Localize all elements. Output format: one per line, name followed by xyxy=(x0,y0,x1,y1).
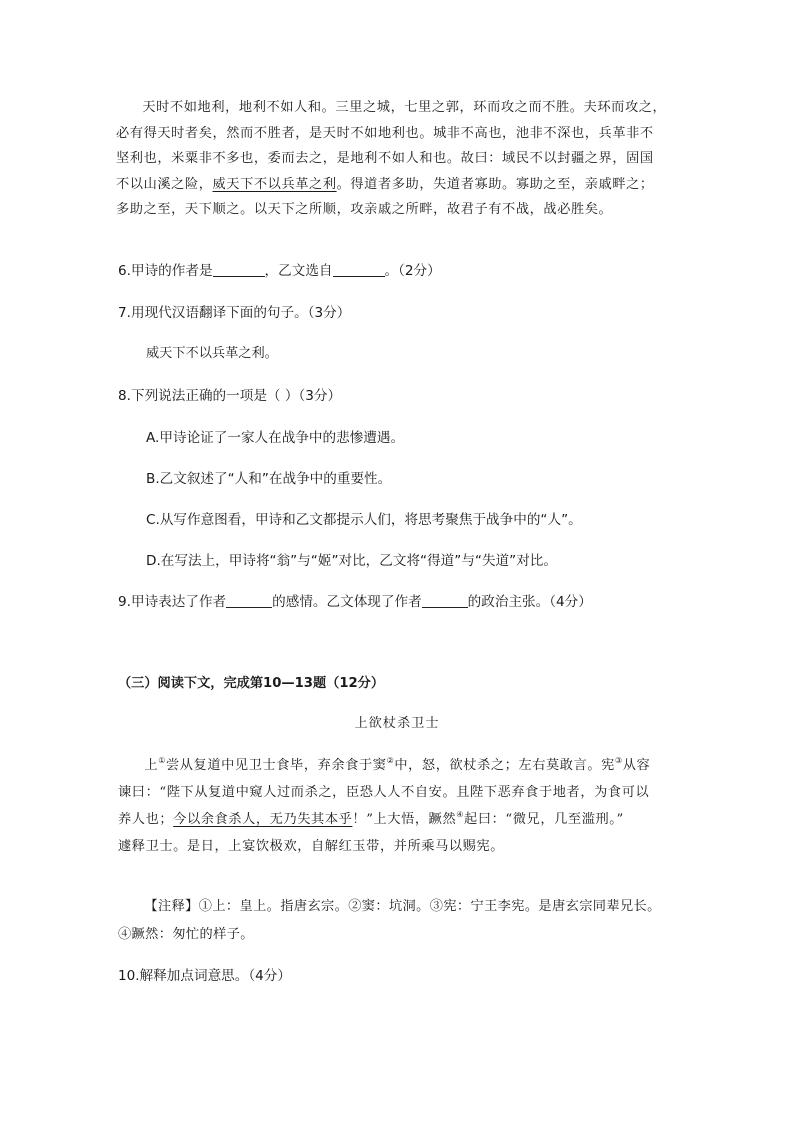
passage-line: 必有得天时者矣，然而不胜者，是天时不如地利也。城非不高也，池非不深也，兵革非不 xyxy=(116,125,654,141)
passage-story xyxy=(118,752,684,860)
question-8: 8.下列说法正确的一项是（ ）（3分） xyxy=(118,388,342,404)
footnote-mark: ④ xyxy=(456,810,465,819)
answer-blank[interactable] xyxy=(422,593,468,608)
q9-text: 的政治主张。（4分） xyxy=(467,594,592,610)
story-text: 中，怒，欲杖杀之；左右莫敢言。宪 xyxy=(394,758,615,773)
passage-yi xyxy=(116,95,682,223)
q9-text: 的感情。乙文体现了作者 xyxy=(272,594,422,610)
question-9 xyxy=(118,592,592,612)
footnote-mark: ① xyxy=(158,756,166,765)
story-text: 上 xyxy=(144,758,159,773)
story-text: 从容 xyxy=(622,758,651,773)
story-text: ！”上大悟，蹶然 xyxy=(352,812,457,827)
story-line: 谏曰：“陛下从复道中窥人过而杀之，臣恐人人不自安。且陛下恶弃食于地者，为食可以 xyxy=(118,785,650,800)
story-text: 尝从复道中见卫士食毕，弃余食于窦 xyxy=(165,758,387,773)
q8-option-d[interactable]: D.在写法上，甲诗将“翁”与“姬”对比，乙文将“得道”与“失道”对比。 xyxy=(146,553,557,569)
question-10: 10.解释加点词意思。（4分） xyxy=(118,968,291,984)
q8-option-a[interactable]: A.甲诗论证了一家人在战争中的悲惨遭遇。 xyxy=(146,430,405,446)
q9-text: 9.甲诗表达了作者 xyxy=(118,594,227,610)
underlined-sentence: 今以余食杀人，无乃失其本乎 xyxy=(173,812,353,827)
answer-blank[interactable] xyxy=(226,593,272,608)
passage-text: 不以山溪之险， xyxy=(116,176,213,192)
underlined-sentence: 威天下不以兵革之利 xyxy=(212,176,337,192)
story-text: 起曰：“微兄，几至滥刑。” xyxy=(464,812,624,827)
note-line: 【注释】①上：皇上。指唐玄宗。②窦：坑洞。③宪：宁王李宪。是唐玄宗同辈兄长。 xyxy=(144,899,661,914)
story-line: 遽释卫士。是日，上宴饮极欢，自解红玉带，并所乘马以赐宪。 xyxy=(118,839,505,854)
passage-line xyxy=(116,172,682,198)
story-text: 养人也； xyxy=(118,812,174,827)
passage-line: 天时不如地利，地利不如人和。三里之城，七里之郭，环而攻之而不胜。夫环而攻之， xyxy=(142,100,667,115)
q8-option-b[interactable]: B.乙文叙述了“人和”在战争中的重要性。 xyxy=(146,471,392,487)
note-line: ④蹶然：匆忙的样子。 xyxy=(118,927,254,942)
passage-line: 多助之至，天下顺之。以天下之所顺，攻亲戚之所畔，故君子有不战，战必胜矣。 xyxy=(116,202,613,218)
passage-title: 上欲杖杀卫士 xyxy=(354,716,440,731)
answer-blank[interactable] xyxy=(333,262,385,277)
section-heading: （三）阅读下文，完成第10—13题（12分） xyxy=(118,676,385,691)
question-7: 7.用现代汉语翻译下面的句子。（3分） xyxy=(118,305,351,321)
q6-text: 6.甲诗的作者是 xyxy=(118,263,213,279)
annotations xyxy=(118,893,684,949)
footnote-mark: ③ xyxy=(614,756,623,765)
answer-blank[interactable] xyxy=(213,262,265,277)
q6-text: 。（2分） xyxy=(384,263,441,279)
q7-sentence: 威天下不以兵革之利。 xyxy=(146,346,278,361)
passage-line: 坚利也，米粟非不多也，委而去之，是地利不如人和也。故曰：域民不以封疆之界，固国 xyxy=(116,151,654,167)
footnote-mark: ② xyxy=(386,756,395,765)
q8-option-c[interactable]: C.从写作意图看，甲诗和乙文都提示人们，将思考聚焦于战争中的“人”。 xyxy=(146,512,582,528)
story-line xyxy=(118,752,684,779)
question-6 xyxy=(118,261,441,281)
story-line xyxy=(118,806,684,833)
passage-text: 。得道者多助，失道者寡助。寡助之至，亲戚畔之； xyxy=(336,176,654,192)
q6-text: ，乙文选自 xyxy=(264,263,333,279)
